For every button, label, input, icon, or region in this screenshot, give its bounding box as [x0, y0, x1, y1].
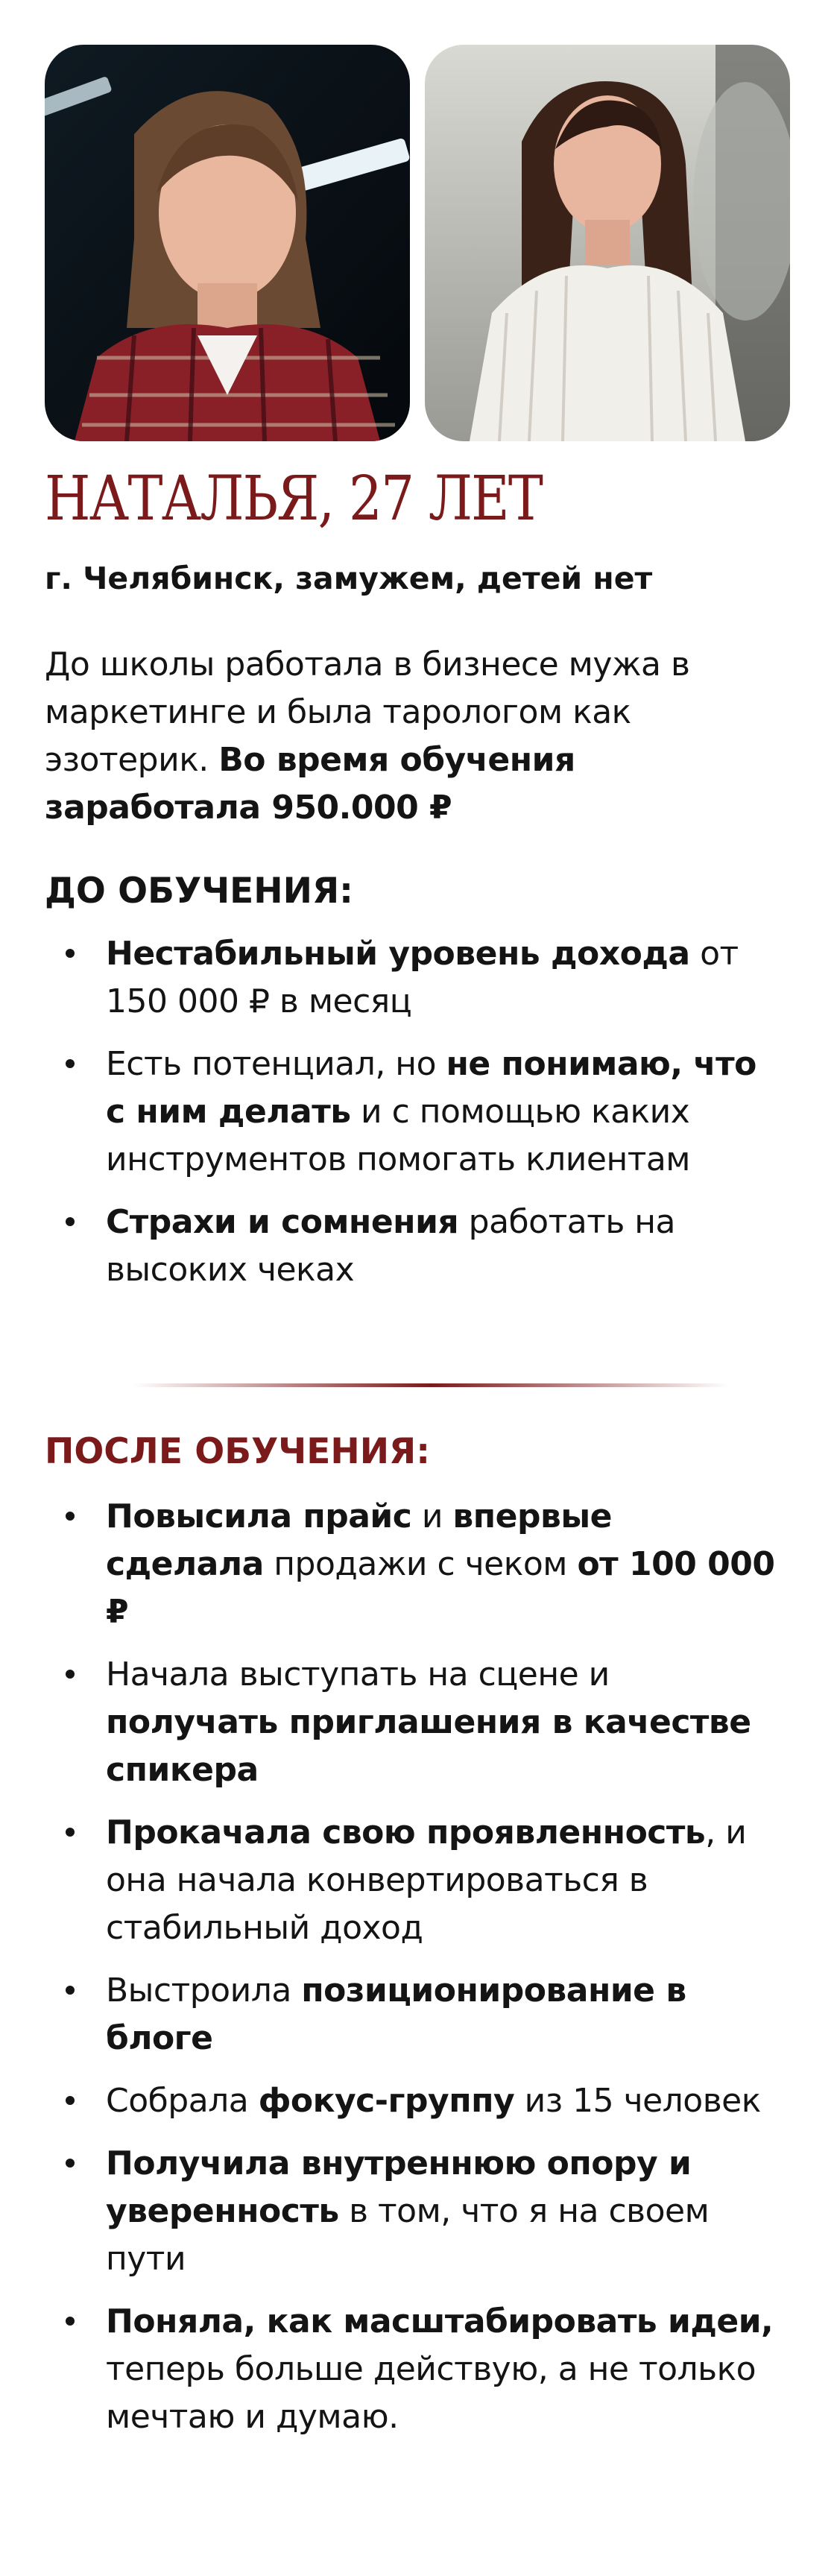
after-item: [0, 1967, 777, 2062]
before-list: [0, 930, 834, 1309]
item-text: от 150 000 ₽ в месяц: [106, 935, 739, 1020]
intro-paragraph: [45, 641, 797, 832]
item-text: из 15 человек: [514, 2082, 761, 2120]
after-item: [0, 2077, 777, 2125]
bullet-icon: [66, 1217, 75, 1226]
item-text: Выстроила: [106, 1972, 302, 2010]
item-text: не понимаю, что с ним делать: [106, 1045, 756, 1131]
item-text: Собрала: [106, 2082, 259, 2120]
item-text: Начала выступать на сцене и: [106, 1655, 610, 1693]
bullet-icon: [66, 949, 75, 958]
bullet-icon: [66, 1828, 75, 1837]
bullet-icon: [66, 1670, 75, 1679]
item-text: продажи с чеком: [263, 1545, 578, 1583]
bullet-icon: [66, 2096, 75, 2105]
item-text: Получила внутреннюю опору и уверенность: [106, 2144, 692, 2230]
section-divider: [133, 1383, 729, 1387]
item-text: и: [411, 1497, 453, 1535]
after-item: [0, 2140, 777, 2283]
item-text: Нестабильный уровень дохода: [106, 935, 690, 973]
before-item: [0, 930, 777, 1026]
after-list: [0, 1493, 834, 2456]
item-text: получать приглашения в качестве спикера: [106, 1703, 751, 1789]
photo-portrait-plaid-shirt: [45, 45, 410, 441]
item-text: Страхи и сомнения: [106, 1203, 459, 1241]
intro-earnings: Во время обучения заработала 950.000 ₽: [45, 741, 575, 827]
photo-gallery: [45, 45, 790, 441]
item-text: работать на высоких чеках: [106, 1203, 675, 1289]
person-details: г. Челябинск, замужем, детей нет: [45, 561, 653, 596]
after-item: [0, 2298, 777, 2441]
bullet-icon: [66, 2159, 75, 2168]
item-text: позиционирование в блоге: [106, 1972, 686, 2057]
item-text: от 100 000 ₽: [106, 1545, 775, 1631]
after-item: [0, 1809, 777, 1952]
bullet-icon: [66, 1512, 75, 1521]
item-text: Повысила прайс: [106, 1497, 412, 1535]
item-text: , и она начала конвертироваться в стабильный доход: [106, 1813, 747, 1947]
after-item: [0, 1651, 777, 1794]
before-item: [0, 1041, 777, 1184]
item-text: теперь больше действую, а не только мечтаю и думаю.: [106, 2350, 756, 2436]
photo-portrait-white-dress: [425, 45, 790, 441]
item-text: в том, что я на своем пути: [106, 2192, 710, 2278]
after-item: [0, 1493, 777, 1636]
item-text: Есть потенциал, но: [106, 1045, 446, 1083]
item-text: Поняла, как масштабировать идеи,: [106, 2302, 774, 2340]
item-text: и с помощью каких инструментов помогать клиентам: [106, 1093, 691, 1178]
bullet-icon: [66, 1059, 75, 1068]
bullet-icon: [66, 2317, 75, 2326]
bullet-icon: [66, 1986, 75, 1995]
item-text: впервые сделала: [106, 1497, 612, 1583]
before-section-title: ДО ОБУЧЕНИЯ:: [45, 871, 353, 912]
item-text: фокус-группу: [258, 2082, 515, 2120]
person-name: НАТАЛЬЯ, 27 ЛЕТ: [45, 464, 543, 534]
after-section-title: ПОСЛЕ ОБУЧЕНИЯ:: [45, 1431, 431, 1472]
intro-text: До школы работала в бизнесе мужа в маркетинге и была тарологом как эзотерик.: [45, 645, 690, 779]
item-text: Прокачала свою проявленность: [106, 1813, 706, 1852]
before-item: [0, 1199, 777, 1294]
